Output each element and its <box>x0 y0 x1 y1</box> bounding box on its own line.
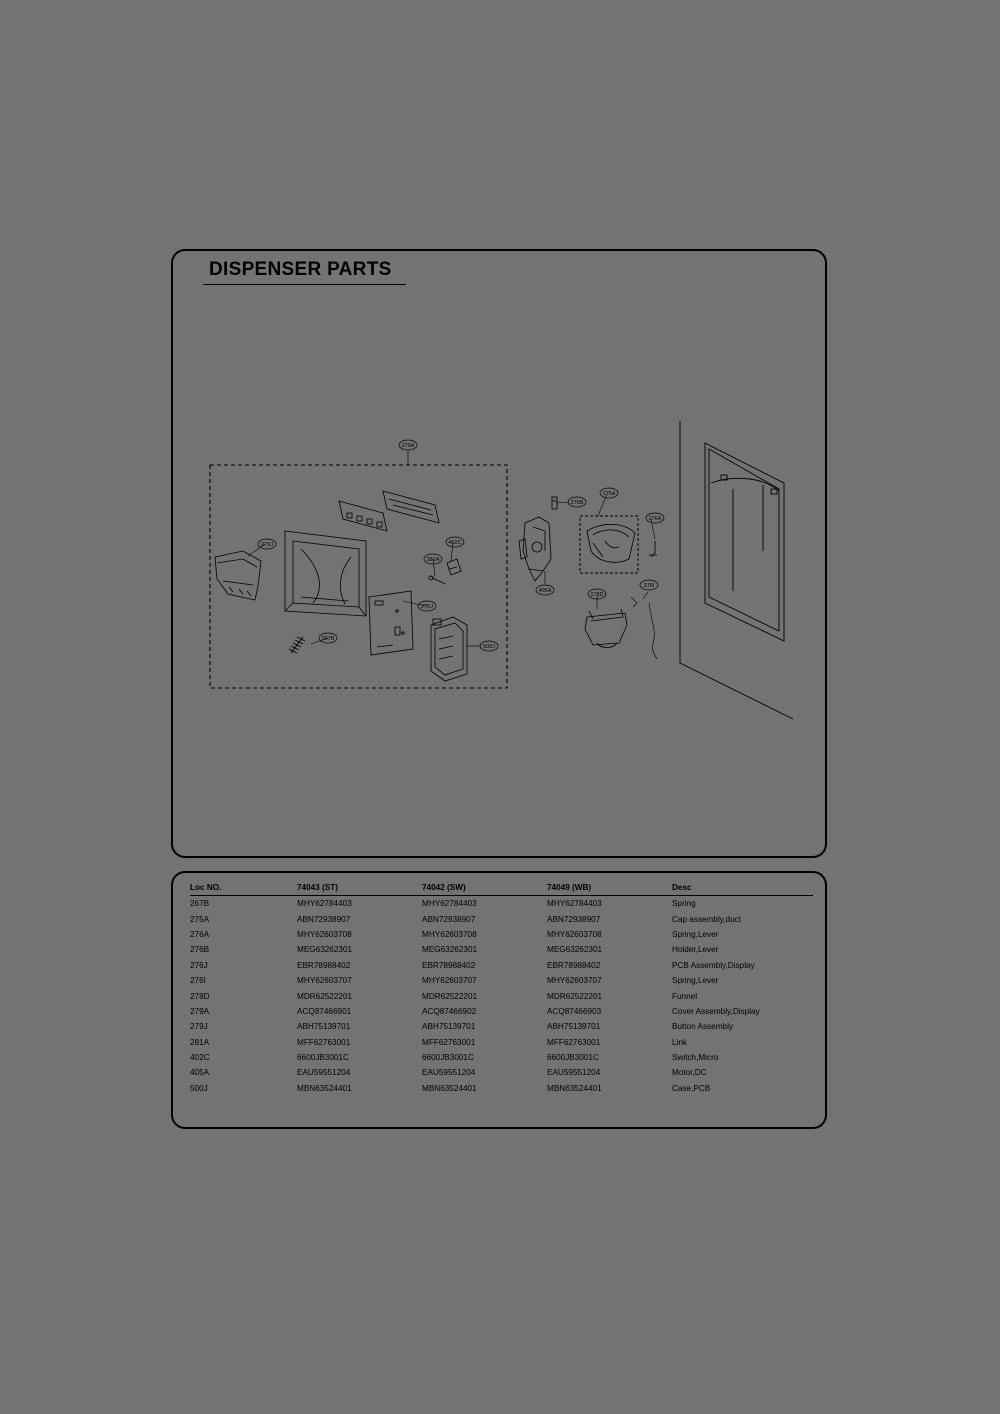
page-title: DISPENSER PARTS <box>209 259 392 280</box>
callout-text: 278D <box>590 592 604 598</box>
cell-loc-no: 276I <box>190 976 206 986</box>
exploded-parts-diagram <box>173 251 825 856</box>
cell-74042: 6600JB3001C <box>422 1053 474 1063</box>
table-row <box>190 927 813 942</box>
cell-loc-no: 276J <box>190 960 208 970</box>
cell-desc: Link <box>672 1037 688 1047</box>
cell-74042: MFF62763001 <box>422 1037 476 1047</box>
cell-74049: MHY62784403 <box>547 899 602 909</box>
callout-279j <box>258 539 276 549</box>
cell-74049: MHY62603708 <box>547 929 602 939</box>
callout-text: 279A <box>401 443 415 449</box>
part-pcb-case <box>431 617 467 681</box>
part-display-cover <box>285 531 366 616</box>
callout-276a <box>646 513 664 523</box>
cell-loc-no: 405A <box>190 1068 210 1078</box>
diagram-panel <box>171 249 827 858</box>
part-pcb-strip <box>339 491 439 531</box>
header-desc: Desc <box>672 881 813 896</box>
cell-desc: Spring,Lever <box>672 976 719 986</box>
table-row <box>190 988 813 1003</box>
callout-278d <box>588 589 606 599</box>
cell-loc-no: 278D <box>190 991 210 1001</box>
callout-281a <box>424 554 442 564</box>
cell-loc-no: 281A <box>190 1037 210 1047</box>
parts-table <box>190 881 813 1096</box>
table-row <box>190 973 813 988</box>
cell-74049: MBN63524401 <box>547 1083 602 1093</box>
callout-276i <box>640 580 658 590</box>
cell-74042: MEG63262301 <box>422 945 478 955</box>
cell-74043: MEG63262301 <box>297 945 353 955</box>
callout-276j <box>418 601 436 611</box>
cell-desc: Funnel <box>672 991 698 1001</box>
callout-text: 276J <box>421 604 433 610</box>
cell-74042: EAU59551204 <box>422 1068 476 1078</box>
table-row <box>190 1019 813 1034</box>
callout-text: 276I <box>643 583 655 589</box>
cell-74042: ACQ87466902 <box>422 1006 477 1016</box>
cell-74042: MHY62784403 <box>422 899 477 909</box>
cell-74043: ABN72938907 <box>297 914 351 924</box>
part-pcb-display <box>369 591 413 655</box>
header-74049: 74049 (WB) <box>547 881 672 896</box>
cell-74049: ABH75139701 <box>547 1022 601 1032</box>
cell-loc-no: 279J <box>190 1022 208 1032</box>
part-micro-switch <box>447 559 461 575</box>
part-cap-duct <box>587 524 635 562</box>
cell-loc-no: 279A <box>190 1006 210 1016</box>
cell-desc: Cap assembly,duct <box>672 914 742 924</box>
table-row <box>190 911 813 926</box>
table-row <box>190 1065 813 1080</box>
cell-loc-no: 402C <box>190 1053 210 1063</box>
callout-text: 276A <box>648 516 662 522</box>
table-header-row <box>190 881 813 896</box>
cell-desc: Case,PCB <box>672 1083 711 1093</box>
callout-text: 279J <box>261 542 273 548</box>
callout-text: 281A <box>426 557 440 563</box>
callout-text: 402C <box>448 540 462 546</box>
callout-text: 267B <box>321 636 335 642</box>
leader-lines <box>248 451 655 646</box>
part-spring-lever-i <box>631 597 657 659</box>
callout-405a <box>536 585 554 595</box>
callout-text: 405A <box>538 588 552 594</box>
cell-74042: ABN72938907 <box>422 914 476 924</box>
cell-74043: MHY62784403 <box>297 899 352 909</box>
parts-table-panel <box>171 871 827 1129</box>
table-row <box>190 1050 813 1065</box>
callout-text: 275A <box>602 491 616 497</box>
cell-74049: EBR78988402 <box>547 960 601 970</box>
cell-loc-no: 500J <box>190 1083 208 1093</box>
cell-74043: 6600JB3001C <box>297 1053 349 1063</box>
table-row <box>190 896 813 912</box>
cell-74042: ABH75139701 <box>422 1022 476 1032</box>
table-row <box>190 942 813 957</box>
header-74043: 74043 (ST) <box>297 881 422 896</box>
cell-desc: Motor,DC <box>672 1068 707 1078</box>
header-loc-no: Loc NO. <box>190 881 297 896</box>
cell-74043: MHY62603707 <box>297 976 352 986</box>
part-link <box>429 576 445 584</box>
cell-74043: MBN63524401 <box>297 1083 352 1093</box>
callout-text: 500J <box>483 644 495 650</box>
header-74042: 74042 (SW) <box>422 881 547 896</box>
cell-74042: MDR62522201 <box>422 991 478 1001</box>
cell-desc: Switch,Micro <box>672 1053 719 1063</box>
table-row <box>190 1081 813 1096</box>
cell-74043: MDR62522201 <box>297 991 353 1001</box>
callout-275a <box>600 488 618 498</box>
cell-desc: Button Assembly <box>672 1022 733 1032</box>
table-row <box>190 1004 813 1019</box>
cell-loc-no: 276A <box>190 929 210 939</box>
cell-74042: MHY62603708 <box>422 929 477 939</box>
cell-74049: MEG63262301 <box>547 945 603 955</box>
table-row <box>190 958 813 973</box>
callout-text: 276B <box>570 500 584 506</box>
part-dc-motor <box>519 517 551 581</box>
cell-74049: ABN72938907 <box>547 914 601 924</box>
cell-74042: MBN63524401 <box>422 1083 477 1093</box>
assembly-279a-outline <box>210 465 507 688</box>
part-spring <box>289 637 305 653</box>
part-button-assembly <box>215 551 261 600</box>
cell-74043: EAU59551204 <box>297 1068 351 1078</box>
cell-74043: EBR78988402 <box>297 960 351 970</box>
cell-loc-no: 267B <box>190 899 210 909</box>
callout-402c <box>446 537 464 547</box>
cell-74049: ACQ87466903 <box>547 1006 602 1016</box>
cell-74043: ABH75139701 <box>297 1022 351 1032</box>
cell-74049: EAU59551204 <box>547 1068 601 1078</box>
cell-74043: MFF62763001 <box>297 1037 351 1047</box>
cell-74043: MHY62603708 <box>297 929 352 939</box>
cell-desc: Spring <box>672 899 696 909</box>
cell-74049: MHY62603707 <box>547 976 602 986</box>
part-spring-lever-a <box>649 541 657 557</box>
table-row <box>190 1035 813 1050</box>
cell-loc-no: 276B <box>190 945 210 955</box>
cell-74042: MHY62603707 <box>422 976 477 986</box>
parts-table-body <box>190 896 813 1097</box>
cell-74043: ACQ87466901 <box>297 1006 352 1016</box>
callout-267b <box>319 633 337 643</box>
callout-500j <box>480 641 498 651</box>
cell-desc: Holder,Lever <box>672 945 719 955</box>
callout-276b <box>568 497 586 507</box>
cell-loc-no: 275A <box>190 914 210 924</box>
cell-desc: Cover Assembly,Display <box>672 1006 760 1016</box>
cell-74042: EBR78988402 <box>422 960 476 970</box>
cell-74049: 6600JB3001C <box>547 1053 599 1063</box>
cell-desc: Spring,Lever <box>672 929 719 939</box>
cell-74049: MFF62763001 <box>547 1037 601 1047</box>
cell-74049: MDR62522201 <box>547 991 603 1001</box>
cell-desc: PCB Assembly,Display <box>672 960 755 970</box>
part-dispenser-door <box>680 421 793 719</box>
callout-279a <box>399 440 417 450</box>
part-funnel <box>585 609 627 648</box>
